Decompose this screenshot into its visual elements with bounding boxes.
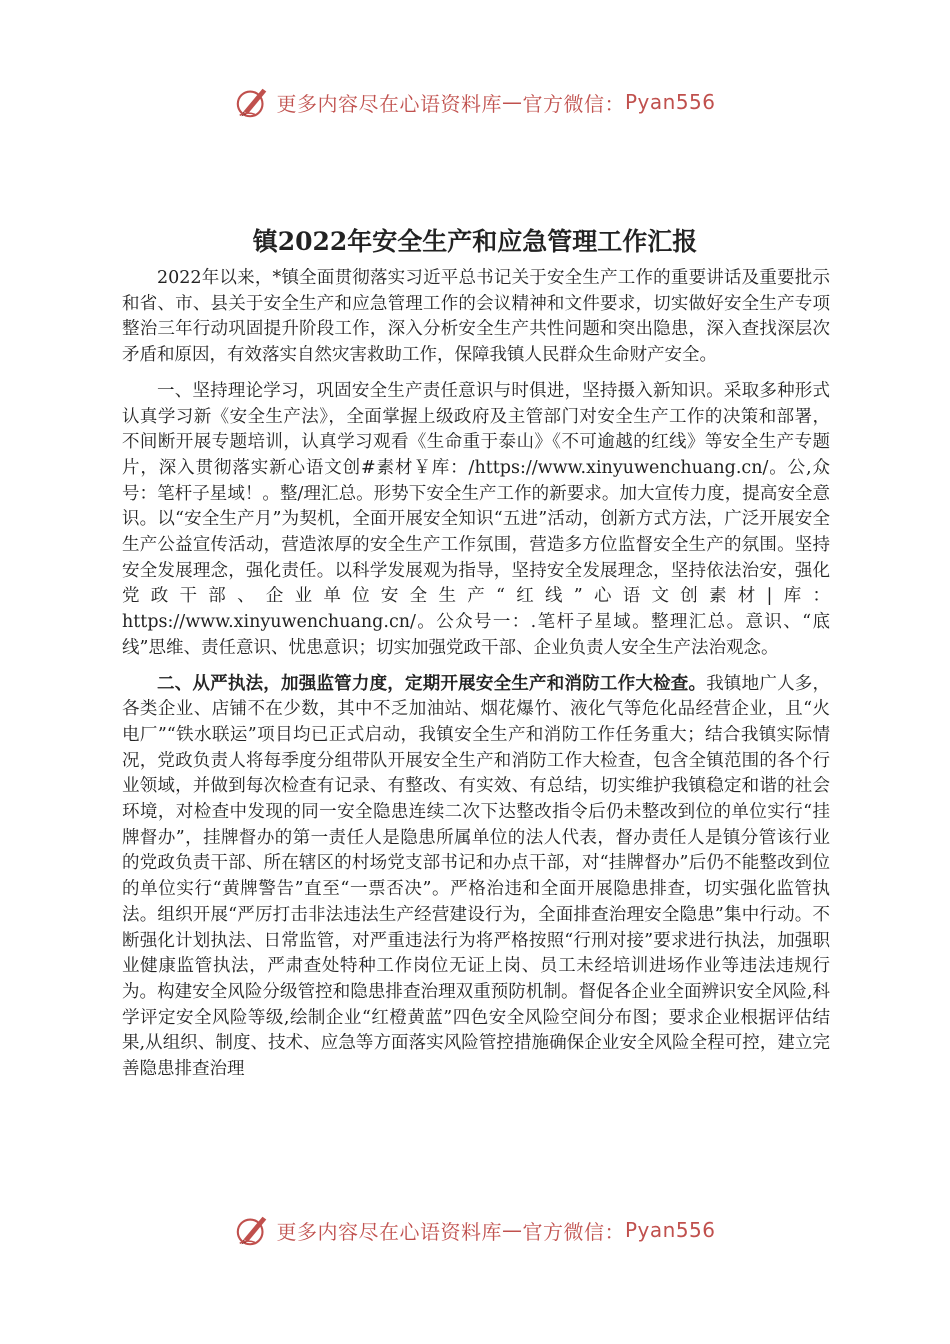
pen-logo-icon (234, 83, 272, 121)
paragraph-section-one-text: 一、坚持理论学习，巩固安全生产责任意识与时俱进，坚持摄入新知识。采取多种形式认真学习新《安全生产法》，全面掌握上级政府及主管部门对安全生产工作的决策和部署，不间断开展专题培训，认真学习观看《生命重于泰山》《不可逾越的红线》等安全生产专题片，深入贯彻落实新心语文创#素材￥库：/https://www.xinyuwenchuang.cn/。公,众号：笔杆子星域！。整/理汇总。形势下安全生产工作的新要求。加大宣传力度，提高安全意识。以“安全生产月”为契机，全面开展安全知识“五进”活动，创新方式方法，广泛开展安全生产公益宣传活动，营造浓厚的安全生产工作氛围，营造多方位监督安全生产的氛围。坚持安全发展理念，强化责任。以科学发展观为指导，坚持安全发展理念，坚持依法治安，强化党政干部、企业单位安全生产“红线”心语文创素材|库：https://www.xinyuwenchuang.cn/。公众号一：.笔杆子星域。整理汇总。意识、“底线”思维、责任意识、忧患意识；切实加强党政干部、企业负责人安全生产法治观念。 (122, 380, 830, 658)
watermark-account: Pyan556 (624, 1218, 716, 1242)
paragraph-section-one (122, 379, 830, 662)
watermark-brand: 更多内容尽在心语资料库 (276, 1219, 502, 1244)
watermark-label: 官方微信： (522, 1219, 625, 1244)
paragraph-section-two-text: 我镇地广人多，各类企业、店铺不在少数，其中不乏加油站、烟花爆竹、液化气等危化品经营企业，且“火电厂”“铁水联运”项目均已正式启动，我镇安全生产和消防工作任务重大；结合我镇实际情况，党政负责人将每季度分组带队开展安全生产和消防工作大检查，包含全镇范围的各个行业领域，并做到每次检查有记录、有整改、有实效、有总结，切实维护我镇稳定和谐的社会环境，对检查中发现的同一安全隐患连续二次下达整改指令后仍未整改到位的单位实行“挂牌督办”，挂牌督办的第一责任人是隐患所属单位的法人代表，督办责任人是镇分管该行业的党政负责干部、所在辖区的村场党支部书记和办点干部，对“挂牌督办”后仍不能整改到位的单位实行“黄牌警告”直至“一票否决”。严格治违和全面开展隐患排查，切实强化监管执法。组织开展“严厉打击非法违法生产经营建设行为，全面排查治理安全隐患”集中行动。不断强化计划执法、日常监管，对严重违法行为将严格按照“行刑对接”要求进行执法，加强职业健康监管执法，严肃查处特种工作岗位无证上岗、员工未经培训进场作业等违法违规行为。构建安全风险分级管控和隐患排查治理双重预防机制。督促各企业全面辨识安全风险,科学评定安全风险等级,绘制企业“红橙黄蓝”四色安全风险空间分布图；要求企业根据评估结果,从组织、制度、技术、应急等方面落实风险管控措施确保企业安全风险全程可控，建立完善隐患排查治理 (122, 673, 831, 1080)
document-title: 镇2022年安全生产和应急管理工作汇报 (252, 227, 698, 256)
watermark-account: Pyan556 (624, 90, 716, 114)
watermark-brand: 更多内容尽在心语资料库 (276, 91, 502, 116)
watermark-dash: — (501, 90, 523, 114)
paragraph-intro-text: 2022年以来，*镇全面贯彻落实习近平总书记关于安全生产工作的重要讲话及重要批示和省、市、县关于安全生产和应急管理工作的会议精神和文件要求，切实做好安全生产专项整治三年行动巩固提升阶段工作，深入分析安全生产共性问题和突出隐患，深入查找深层次矛盾和原因，有效落实自然灾害救助工作，保障我镇人民群众生命财产安全。 (122, 268, 830, 366)
paragraph-intro (122, 266, 830, 369)
header-watermark (0, 82, 950, 122)
footer-watermark (0, 1210, 950, 1250)
document-body (122, 266, 830, 1093)
watermark-label: 官方微信： (522, 91, 625, 116)
section-two-heading: 二、从严执法，加强监管力度，定期开展安全生产和消防工作大检查。 (157, 673, 707, 694)
watermark-dash: — (501, 1218, 523, 1242)
paragraph-section-two (122, 672, 830, 1083)
pen-logo-icon (234, 1211, 272, 1249)
